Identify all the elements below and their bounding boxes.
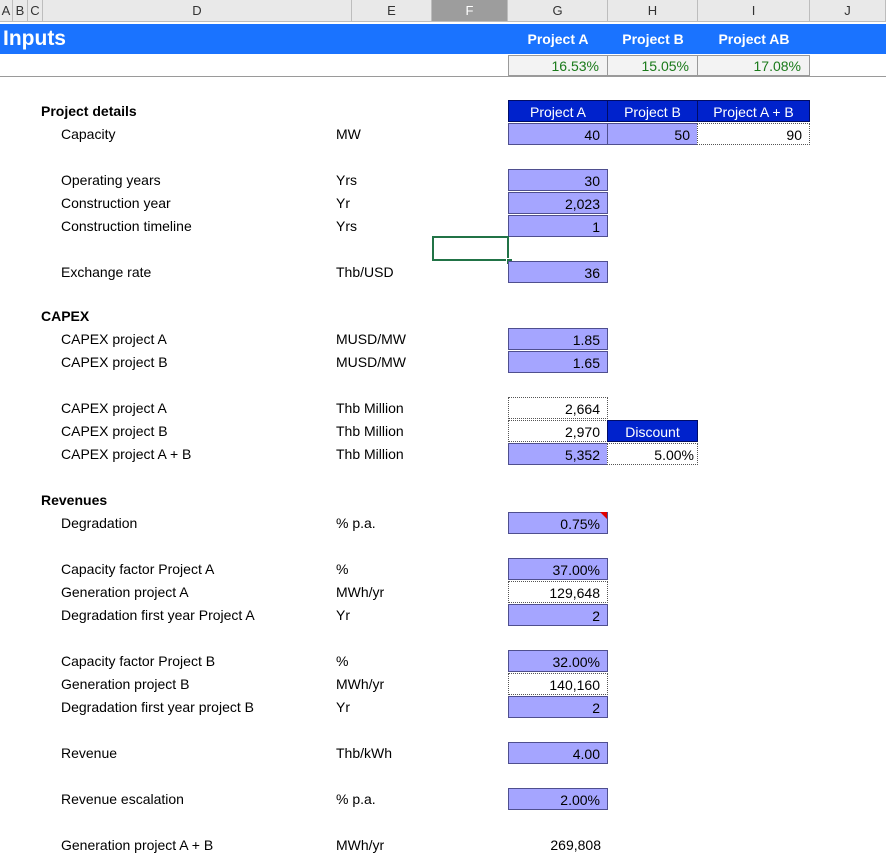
unit-construction-timeline[interactable]: Yrs: [336, 218, 357, 234]
unit-exchange-rate[interactable]: Thb/USD: [336, 264, 394, 280]
input-exchange-rate[interactable]: 36: [508, 261, 608, 283]
unit-revenue[interactable]: Thb/kWh: [336, 745, 393, 761]
label-operating-years[interactable]: Operating years: [61, 172, 161, 188]
label-degradation[interactable]: Degradation: [61, 515, 138, 531]
input-revenue-escalation[interactable]: 2.00%: [508, 788, 608, 810]
calc-capex-a-thb[interactable]: 2,664: [508, 397, 608, 419]
column-header-e[interactable]: E: [352, 0, 432, 22]
column-header-h[interactable]: H: [608, 0, 698, 22]
discount-header[interactable]: Discount: [607, 420, 698, 442]
column-header-g[interactable]: G: [508, 0, 608, 22]
unit-degradation[interactable]: % p.a.: [336, 515, 376, 531]
unit-revenue-escalation[interactable]: % p.a.: [336, 791, 376, 807]
section-revenues[interactable]: Revenues: [41, 492, 108, 508]
input-discount[interactable]: 5.00%: [607, 443, 698, 465]
label-gen-a[interactable]: Generation project A: [61, 584, 189, 600]
label-exchange-rate[interactable]: Exchange rate: [61, 264, 152, 280]
input-operating-years[interactable]: 30: [508, 169, 608, 191]
input-construction-year[interactable]: 2,023: [508, 192, 608, 214]
unit-deg-first-b[interactable]: Yr: [336, 699, 350, 715]
column-header-d[interactable]: D: [43, 0, 352, 22]
calc-capacity-ab[interactable]: 90: [697, 123, 810, 145]
label-deg-first-a[interactable]: Degradation first year Project A: [61, 607, 255, 623]
column-header-c[interactable]: C: [28, 0, 43, 22]
input-cf-a[interactable]: 37.00%: [508, 558, 608, 580]
label-cf-b[interactable]: Capacity factor Project B: [61, 653, 216, 669]
unit-cf-a[interactable]: %: [336, 561, 349, 577]
input-deg-first-a[interactable]: 2: [508, 604, 608, 626]
input-degradation[interactable]: 0.75%: [508, 512, 608, 534]
unit-capex-b-thb[interactable]: Thb Million: [336, 423, 404, 439]
calc-capex-b-thb[interactable]: 2,970: [508, 420, 608, 442]
header-project-ab[interactable]: Project A + B: [697, 100, 810, 122]
column-header-j[interactable]: J: [810, 0, 886, 22]
input-cf-b[interactable]: 32.00%: [508, 650, 608, 672]
unit-capex-a-usd[interactable]: MUSD/MW: [336, 331, 406, 347]
value-gen-ab[interactable]: 269,808: [550, 837, 601, 853]
result-project-ab[interactable]: 17.08%: [697, 55, 810, 76]
active-cell-selection[interactable]: [432, 236, 509, 261]
input-deg-first-b[interactable]: 2: [508, 696, 608, 718]
label-capex-b-usd[interactable]: CAPEX project B: [61, 354, 168, 370]
input-capacity-b[interactable]: 50: [607, 123, 698, 145]
unit-gen-ab[interactable]: MWh/yr: [336, 837, 385, 853]
label-revenue-escalation[interactable]: Revenue escalation: [61, 791, 184, 807]
header-project-b[interactable]: Project B: [607, 100, 698, 122]
unit-capex-b-usd[interactable]: MUSD/MW: [336, 354, 406, 370]
unit-deg-first-a[interactable]: Yr: [336, 607, 350, 623]
banner-project-ab[interactable]: Project AB: [718, 31, 790, 47]
label-revenue[interactable]: Revenue: [61, 745, 118, 761]
unit-capex-a-thb[interactable]: Thb Million: [336, 400, 404, 416]
column-header-i[interactable]: I: [698, 0, 810, 22]
label-capex-a-thb[interactable]: CAPEX project A: [61, 400, 167, 416]
unit-capacity[interactable]: MW: [336, 126, 361, 142]
label-capex-ab-thb[interactable]: CAPEX project A + B: [61, 446, 192, 462]
unit-cf-b[interactable]: %: [336, 653, 349, 669]
label-construction-year[interactable]: Construction year: [61, 195, 171, 211]
input-construction-timeline[interactable]: 1: [508, 215, 608, 237]
calc-gen-a[interactable]: 129,648: [508, 581, 608, 603]
input-capex-ab-thb[interactable]: 5,352: [508, 443, 608, 465]
label-capacity[interactable]: Capacity: [61, 126, 116, 142]
label-gen-ab[interactable]: Generation project A + B: [61, 837, 214, 853]
unit-operating-years[interactable]: Yrs: [336, 172, 357, 188]
divider-line: [0, 76, 886, 77]
unit-gen-a[interactable]: MWh/yr: [336, 584, 385, 600]
label-cf-a[interactable]: Capacity factor Project A: [61, 561, 215, 577]
calc-gen-b[interactable]: 140,160: [508, 673, 608, 695]
column-header-a[interactable]: A: [0, 0, 13, 22]
banner-project-b[interactable]: Project B: [622, 31, 684, 47]
input-capex-b-usd[interactable]: 1.65: [508, 351, 608, 373]
banner-project-a[interactable]: Project A: [527, 31, 589, 47]
section-capex[interactable]: CAPEX: [41, 308, 90, 324]
section-project-details[interactable]: Project details: [41, 103, 137, 119]
input-capacity-a[interactable]: 40: [508, 123, 608, 145]
column-header-f[interactable]: F: [432, 0, 508, 22]
page-title[interactable]: Inputs: [3, 27, 66, 50]
label-construction-timeline[interactable]: Construction timeline: [61, 218, 192, 234]
result-project-b[interactable]: 15.05%: [607, 55, 698, 76]
label-deg-first-b[interactable]: Degradation first year project B: [61, 699, 254, 715]
unit-gen-b[interactable]: MWh/yr: [336, 676, 385, 692]
input-revenue[interactable]: 4.00: [508, 742, 608, 764]
label-capex-a-usd[interactable]: CAPEX project A: [61, 331, 167, 347]
result-project-a[interactable]: 16.53%: [508, 55, 608, 76]
unit-capex-ab-thb[interactable]: Thb Million: [336, 446, 404, 462]
label-capex-b-thb[interactable]: CAPEX project B: [61, 423, 168, 439]
unit-construction-year[interactable]: Yr: [336, 195, 350, 211]
column-header-b[interactable]: B: [13, 0, 28, 22]
input-capex-a-usd[interactable]: 1.85: [508, 328, 608, 350]
header-project-a[interactable]: Project A: [508, 100, 608, 122]
label-gen-b[interactable]: Generation project B: [61, 676, 190, 692]
comment-indicator-icon[interactable]: [600, 512, 607, 519]
